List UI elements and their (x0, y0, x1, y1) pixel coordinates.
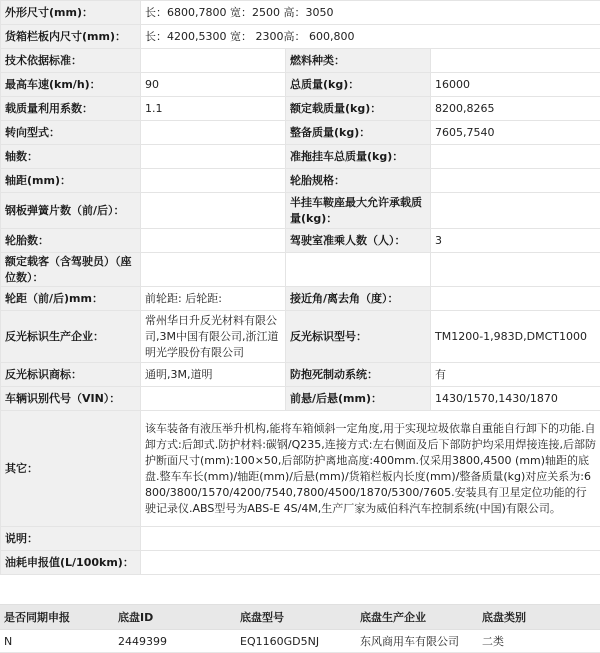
other-value: 该车装备有液压举升机构,能将车箱倾斜一定角度,用于实现垃圾依靠自重能自行卸下的功能.自卸方式:后卸式.防护材料:碳钢/Q235,连接方式:左右侧面及后下部防护均采用焊接连接,后部防护断面尺寸(mm):100×50,后部防护离地高度:400mm.仅采用3800,4500 (mm)轴距的底盘.整车车长(mm)/轴距(mm)/后悬(mm)/货箱栏板内长度(mm)/整备质量(kg)对应关系为:6800/3800/1570/4200/7540,7800/4500/1870/5300/7605.安装具有卫星定位功能的行驶记录仪.ABS型号为ABS-E 4S/4M,生产厂家为威伯科汽车控制系统(中国)有限公司。 (141, 411, 600, 527)
chassis-header-manufacturer: 底盘生产企业 (356, 605, 478, 630)
tech-basis-value (141, 49, 286, 73)
reflector-manufacturer-label: 反光标识生产企业： (1, 311, 141, 363)
spec-row-passengers (1, 253, 600, 287)
trailer-mass-value (431, 145, 600, 169)
chassis-model-cell: EQ1160GD5NJ (236, 630, 356, 653)
curb-mass-value: 7605,7540 (431, 121, 600, 145)
spec-row-springs (1, 193, 600, 229)
spec-row-speed (1, 73, 600, 97)
spec-row-vin (1, 387, 600, 411)
rated-load-value: 8200,8265 (431, 97, 600, 121)
cargo-box-value: 长：4200,5300 宽： 2300高： 600,800 (141, 25, 600, 49)
wheelbase-value (141, 169, 286, 193)
steering-label: 转向型式： (1, 121, 141, 145)
total-mass-value: 16000 (431, 73, 600, 97)
tire-spec-value (431, 169, 600, 193)
spec-row-reflect-brand (1, 363, 600, 387)
table-row (0, 630, 600, 653)
springs-label: 钢板弹簧片数（前/后）： (1, 193, 141, 229)
tech-basis-label: 技术依据标准： (1, 49, 141, 73)
spec-row-fuel-consumption (1, 551, 600, 575)
max-speed-label: 最高车速(km/h)： (1, 73, 141, 97)
spec-row-dimensions (1, 1, 600, 25)
spec-row-steering (1, 121, 600, 145)
chassis-header-sync: 是否同期申报 (0, 605, 114, 630)
load-coef-label: 载质量利用系数： (1, 97, 141, 121)
cab-capacity-label: 驾驶室准乘人数（人）： (286, 229, 431, 253)
chassis-id-cell: 2449399 (114, 630, 236, 653)
abs-value: 有 (431, 363, 600, 387)
overhang-label: 前悬/后悬(mm)： (286, 387, 431, 411)
saddle-load-label: 半挂车鞍座最大允许承载质量(kg)： (286, 193, 431, 229)
chassis-table (0, 604, 600, 653)
reflector-model-value: TM1200-1,983D,DMCT1000 (431, 311, 600, 363)
spec-row-track (1, 287, 600, 311)
axles-label: 轴数： (1, 145, 141, 169)
saddle-load-value (431, 193, 600, 229)
spec-row-wheelbase (1, 169, 600, 193)
note-value (141, 527, 600, 551)
chassis-header-id: 底盘ID (114, 605, 236, 630)
chassis-sync-cell: N (0, 630, 114, 653)
chassis-manufacturer-cell: 东风商用车有限公司 (356, 630, 478, 653)
load-coef-value: 1.1 (141, 97, 286, 121)
reflector-model-label: 反光标识型号： (286, 311, 431, 363)
fuel-type-label: 燃料种类： (286, 49, 431, 73)
springs-value (141, 193, 286, 229)
spec-row-other (1, 411, 600, 527)
wheelbase-label: 轴距(mm)： (1, 169, 141, 193)
max-speed-value: 90 (141, 73, 286, 97)
reflector-brand-label: 反光标识商标： (1, 363, 141, 387)
axles-value (141, 145, 286, 169)
other-label: 其它： (1, 411, 141, 527)
cargo-box-label: 货箱栏板内尺寸(mm)： (1, 25, 141, 49)
reflector-brand-value: 通明,3M,道明 (141, 363, 286, 387)
approach-angle-value (431, 287, 600, 311)
chassis-header-model: 底盘型号 (236, 605, 356, 630)
rated-load-label: 额定载质量(kg)： (286, 97, 431, 121)
overhang-value: 1430/1570,1430/1870 (431, 387, 600, 411)
track-width-value: 前轮距: 后轮距: (141, 287, 286, 311)
spec-row-note (1, 527, 600, 551)
reflector-manufacturer-value: 常州华日升反光材料有限公司,3M中国有限公司,浙江道明光学股份有限公司 (141, 311, 286, 363)
total-mass-label: 总质量(kg)： (286, 73, 431, 97)
fuel-type-value (431, 49, 600, 73)
abs-label: 防抱死制动系统： (286, 363, 431, 387)
spec-row-load (1, 97, 600, 121)
passenger-capacity-value (141, 253, 286, 287)
cab-capacity-value: 3 (431, 229, 600, 253)
spec-row-axles (1, 145, 600, 169)
passenger-capacity-label: 额定载客（含驾驶员）（座位数）： (1, 253, 141, 287)
vin-label: 车辆识别代号（VIN）： (1, 387, 141, 411)
vin-value (141, 387, 286, 411)
chassis-header-category: 底盘类别 (478, 605, 600, 630)
approach-angle-label: 接近角/离去角（度）： (286, 287, 431, 311)
spec-row-reflect-mfr (1, 311, 600, 363)
note-label: 说明： (1, 527, 141, 551)
steering-value (141, 121, 286, 145)
dimensions-value: 长：6800,7800 宽：2500 高：3050 (141, 1, 600, 25)
fuel-consumption-value (141, 551, 600, 575)
tire-spec-label: 轮胎规格： (286, 169, 431, 193)
fuel-consumption-label: 油耗申报值(L/100km)： (1, 551, 141, 575)
tire-count-label: 轮胎数： (1, 229, 141, 253)
track-width-label: 轮距（前/后)mm： (1, 287, 141, 311)
chassis-header-row (0, 605, 600, 630)
spec-row-tires-cab (1, 229, 600, 253)
trailer-mass-label: 准拖挂车总质量(kg)： (286, 145, 431, 169)
spec-row-tech-basis (1, 49, 600, 73)
spec-row-cargo-box (1, 25, 600, 49)
dimensions-label: 外形尺寸(mm)： (1, 1, 141, 25)
curb-mass-label: 整备质量(kg)： (286, 121, 431, 145)
chassis-category-cell: 二类 (478, 630, 600, 653)
tire-count-value (141, 229, 286, 253)
